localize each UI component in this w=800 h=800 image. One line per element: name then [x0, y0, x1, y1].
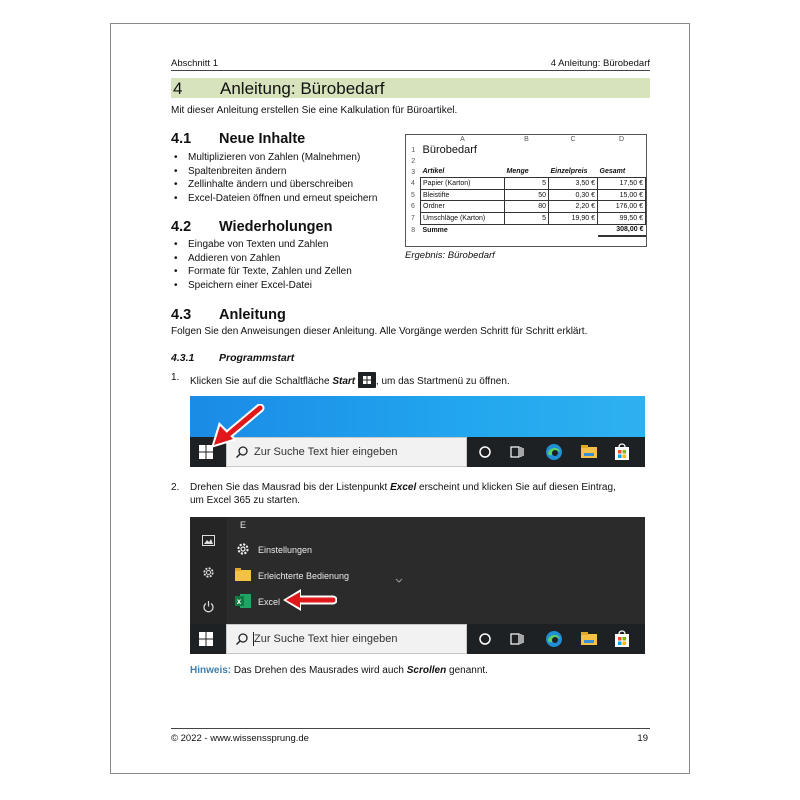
cortana-icon[interactable]	[478, 632, 492, 651]
table-row	[406, 189, 646, 201]
file-explorer-icon[interactable]	[580, 631, 598, 652]
table-cell: Ordner	[421, 201, 505, 213]
hint-note	[190, 665, 488, 676]
table-header-cell: Menge	[506, 168, 529, 176]
section-4-2-number: 4.2	[171, 219, 192, 235]
startmenu-sidebar	[190, 517, 227, 624]
section-4-3-intro: Folgen Sie den Anweisungen dieser Anleitung. Alle Vorgänge werden Schritt für Schritt erklärt.	[171, 326, 588, 337]
red-arrow-icon	[281, 588, 337, 612]
store-icon[interactable]	[614, 630, 630, 653]
table-row	[406, 212, 646, 224]
table-cell: 80	[505, 201, 549, 213]
col-header: C	[570, 136, 576, 143]
table-cell: 3,50 €	[549, 178, 598, 190]
excel-result-image	[405, 134, 647, 247]
search-placeholder: Zur Suche Text hier eingeben	[254, 633, 398, 645]
row-number: 5	[411, 191, 415, 199]
list-item: • Formate für Texte, Zahlen und Zellen	[171, 265, 352, 279]
menu-item-excel[interactable]: Excel	[258, 597, 281, 607]
menu-item-accessibility[interactable]: Erleichterte Bedienung	[258, 571, 350, 581]
section-4-1-number: 4.1	[171, 131, 192, 147]
sum-label: Summe	[422, 226, 448, 234]
startmenu-screenshot	[190, 517, 645, 654]
table-header-cell: Einzelpreis	[550, 168, 588, 176]
sum-value: 308,00 €	[598, 224, 646, 236]
excel-icon	[235, 594, 251, 613]
step-1-text	[190, 372, 510, 388]
search-placeholder: Zur Suche Text hier eingeben	[254, 446, 398, 458]
section-4-1-title: Neue Inhalte	[219, 131, 306, 147]
table-cell: Papier (Karton)	[421, 178, 505, 190]
table-cell: 2,20 €	[549, 201, 598, 213]
section-4-3-1-number: 4.3.1	[171, 352, 195, 364]
row-number: 6	[411, 203, 415, 211]
list-item: • Eingabe von Texten und Zahlen	[171, 238, 352, 252]
store-icon[interactable]	[614, 443, 630, 466]
table-cell: 99,50 €	[598, 212, 646, 224]
step-1-post: , um das Startmenü zu öffnen.	[375, 376, 510, 387]
start-button-icon	[358, 372, 376, 388]
list-item: • Multiplizieren von Zahlen (Malnehmen)	[171, 151, 377, 165]
step-2-post: erscheint und klicken Sie auf diesen Eintrag,	[416, 482, 616, 493]
table-cell: 17,50 €	[598, 178, 646, 190]
hint-post: genannt.	[446, 665, 488, 676]
cortana-icon[interactable]	[478, 445, 492, 464]
chapter-intro: Mit dieser Anleitung erstellen Sie eine Kalkulation für Büroartikel.	[171, 105, 458, 116]
list-item: • Spaltenbreiten ändern	[171, 165, 377, 179]
footer-rule	[171, 728, 650, 729]
section-4-3-1-title: Programmstart	[219, 352, 295, 364]
table-cell: 0,30 €	[549, 189, 598, 201]
section-4-3-number: 4.3	[171, 307, 192, 323]
table-row	[406, 178, 646, 190]
header-rule	[171, 70, 650, 71]
table-cell: Bleistifte	[421, 189, 505, 201]
header-right: 4 Anleitung: Bürobedarf	[550, 58, 650, 69]
windows-start-icon[interactable]	[199, 632, 213, 651]
menu-item-settings[interactable]: Einstellungen	[258, 545, 313, 555]
step-2-bold: Excel	[390, 482, 417, 493]
red-arrow-icon	[205, 404, 265, 449]
list-repetitions	[171, 238, 352, 293]
col-header: A	[460, 136, 465, 143]
page-number: 19	[637, 733, 648, 744]
table-cell: 19,90 €	[549, 212, 598, 224]
taskbar-search-box[interactable]	[226, 624, 467, 654]
power-icon[interactable]	[202, 600, 215, 618]
svg-text:x: x	[236, 597, 242, 606]
row-number: 1	[411, 146, 416, 154]
header-left: Abschnitt 1	[171, 58, 218, 69]
step-1-pre: Klicken Sie auf die Schaltfläche	[190, 376, 333, 387]
chapter-title: Anleitung: Bürobedarf	[220, 79, 385, 98]
row-number: 3	[411, 168, 416, 176]
file-explorer-icon[interactable]	[580, 444, 598, 465]
row-number: 7	[411, 214, 415, 222]
edge-browser-icon[interactable]	[545, 443, 563, 466]
list-item: • Speichern einer Excel-Datei	[171, 279, 352, 293]
taskbar	[190, 624, 645, 654]
table-cell: 5	[505, 178, 549, 190]
step-2-pre: Drehen Sie das Mausrad bis der Listenpunkt	[190, 482, 391, 493]
list-item: • Excel-Dateien öffnen und erneut speichern	[171, 192, 377, 206]
list-item: • Zellinhalte ändern und überschreiben	[171, 178, 377, 192]
step-1-bold: Start	[332, 376, 356, 387]
task-view-icon[interactable]	[510, 632, 524, 651]
task-view-icon[interactable]	[510, 445, 524, 464]
step-2-line2: um Excel 365 zu starten.	[190, 495, 301, 506]
section-4-3-title: Anleitung	[219, 307, 286, 323]
col-header: B	[524, 136, 529, 143]
row-number: 4	[411, 179, 415, 187]
step-2-number: 2.	[171, 482, 180, 493]
settings-gear-icon	[236, 542, 250, 561]
table-header-cell: Artikel	[422, 168, 445, 176]
taskbar-screenshot	[190, 396, 645, 467]
letter-group-header[interactable]: E	[240, 520, 247, 530]
hint-bold: Scrollen	[406, 665, 447, 676]
table-cell: 176,00 €	[598, 201, 646, 213]
table-row	[406, 201, 646, 213]
table-cell: 15,00 €	[598, 189, 646, 201]
list-item: • Addieren von Zahlen	[171, 252, 352, 266]
table-cell: 5	[505, 212, 549, 224]
col-header: D	[618, 136, 625, 143]
gear-icon[interactable]	[202, 566, 215, 584]
hint-label: Hinweis:	[190, 665, 232, 676]
image-caption: Ergebnis: Bürobedarf	[405, 250, 495, 261]
sheet-title: Bürobedarf	[422, 144, 477, 156]
chevron-down-icon[interactable]	[395, 571, 403, 589]
step-2-text	[190, 482, 616, 493]
list-new-contents	[171, 151, 377, 206]
table-cell: Umschläge (Karton)	[421, 212, 505, 224]
row-number: 8	[411, 226, 416, 234]
section-4-2-title: Wiederholungen	[219, 219, 333, 235]
search-icon	[235, 632, 249, 649]
table-header-cell: Gesamt	[599, 168, 626, 176]
folder-icon	[235, 568, 251, 586]
chapter-number: 4	[173, 79, 183, 98]
edge-browser-icon[interactable]	[545, 630, 563, 653]
pictures-icon[interactable]	[202, 533, 215, 551]
hint-pre: Das Drehen des Mausrades wird auch	[231, 665, 407, 676]
row-number: 2	[411, 157, 416, 165]
footer-copyright: © 2022 - www.wissenssprung.de	[171, 733, 309, 744]
step-1-number: 1.	[171, 372, 180, 383]
table-cell: 50	[505, 189, 549, 201]
